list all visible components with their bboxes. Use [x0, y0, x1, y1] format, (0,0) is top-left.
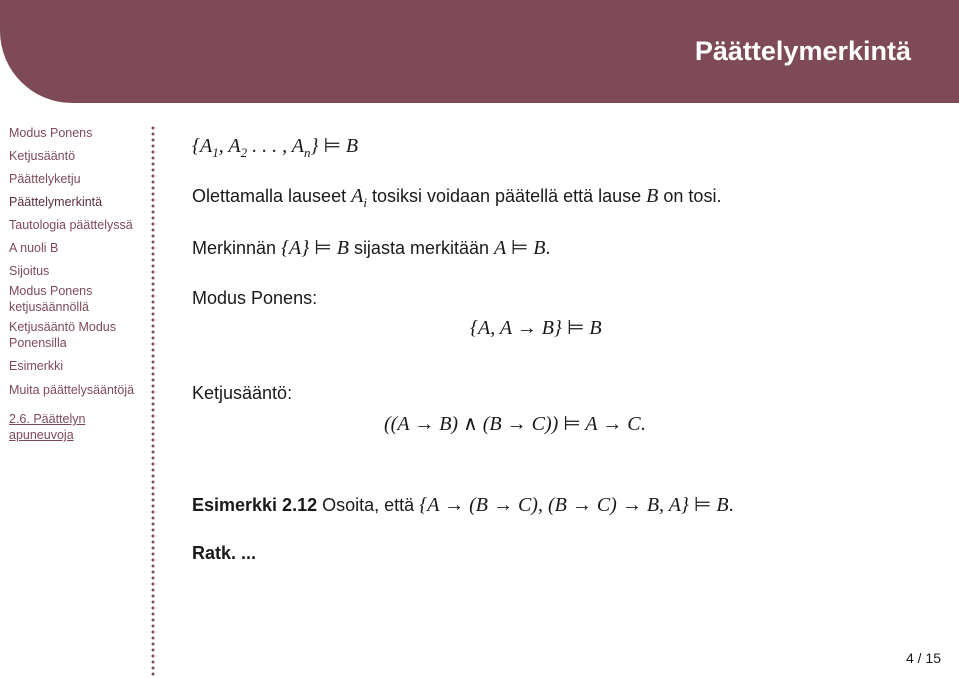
formula-a-b: A ⊨ B. [494, 237, 551, 259]
page-number: 4 / 15 [905, 650, 941, 666]
formula-modus-ponens: {A, A → B} ⊨ B [470, 317, 602, 339]
sidebar [9, 125, 151, 443]
example-label: Esimerkki 2.12 [192, 495, 318, 515]
paragraph-assume-text-b: tosiksi voidaan päätellä että lause [371, 186, 642, 206]
formula-ai: $A_i$ [351, 185, 367, 210]
sidebar-divider [151, 125, 155, 678]
sidebar-item-section-2-6[interactable]: 2.6. Päättelyn apuneuvoja [9, 412, 86, 442]
formula-set-a-b: {A} ⊨ B [281, 237, 349, 259]
sidebar-item-muita[interactable]: Muita päättelysääntöjä [9, 383, 135, 397]
sidebar-item-sijoitus[interactable]: Sijoitus [9, 264, 50, 278]
paragraph-assume [192, 185, 721, 211]
paragraph-notation-text-b: sijasta merkitään [353, 238, 489, 258]
modus-ponens-label: Modus Ponens: [192, 288, 318, 308]
formula-chain-rule: ((A → B) ∧ (B → C)) ⊨ A → C. [384, 413, 646, 435]
formula-entailment: {$A_1$, $A_2$ . . . , $A_n$} ⊨ B [192, 135, 359, 160]
sidebar-item-paattelymerkinta[interactable]: Päättelymerkintä [9, 195, 103, 209]
ketjusaanto-label: Ketjusääntö: [192, 383, 293, 403]
header [0, 0, 959, 103]
sidebar-item-ketjusaanto-modus[interactable]: Ketjusääntö Modus Ponensilla [9, 320, 117, 350]
formula-example: {A → (B → C), (B → C) → B, A} ⊨ B. [419, 494, 734, 516]
sidebar-item-tautologia[interactable]: Tautologia päättelyssä [9, 218, 133, 232]
paragraph-assume-text-a: Olettamalla lauseet [192, 186, 347, 206]
example [192, 492, 734, 517]
sidebar-item-paattelyketju[interactable]: Päättelyketju [9, 172, 81, 186]
paragraph-notation-text-a: Merkinnän [192, 238, 277, 258]
solution-label: Ratk. ... [192, 543, 257, 563]
sidebar-item-modus-ponens[interactable]: Modus Ponens [9, 126, 93, 140]
sidebar-item-esimerkki[interactable]: Esimerkki [9, 359, 64, 373]
sidebar-item-a-nuoli-b[interactable]: A nuoli B [9, 241, 59, 255]
sidebar-item-ketjusaanto[interactable]: Ketjusääntö [9, 149, 76, 163]
sidebar-item-modus-ponens-ketju[interactable]: Modus Ponens ketjusäännöllä [9, 284, 93, 314]
paragraph-notation [192, 235, 551, 260]
page-title: Päättelymerkintä [694, 36, 911, 66]
example-text: Osoita, että [322, 495, 415, 515]
formula-b: B [646, 185, 659, 207]
paragraph-assume-text-c: on tosi. [663, 186, 722, 206]
